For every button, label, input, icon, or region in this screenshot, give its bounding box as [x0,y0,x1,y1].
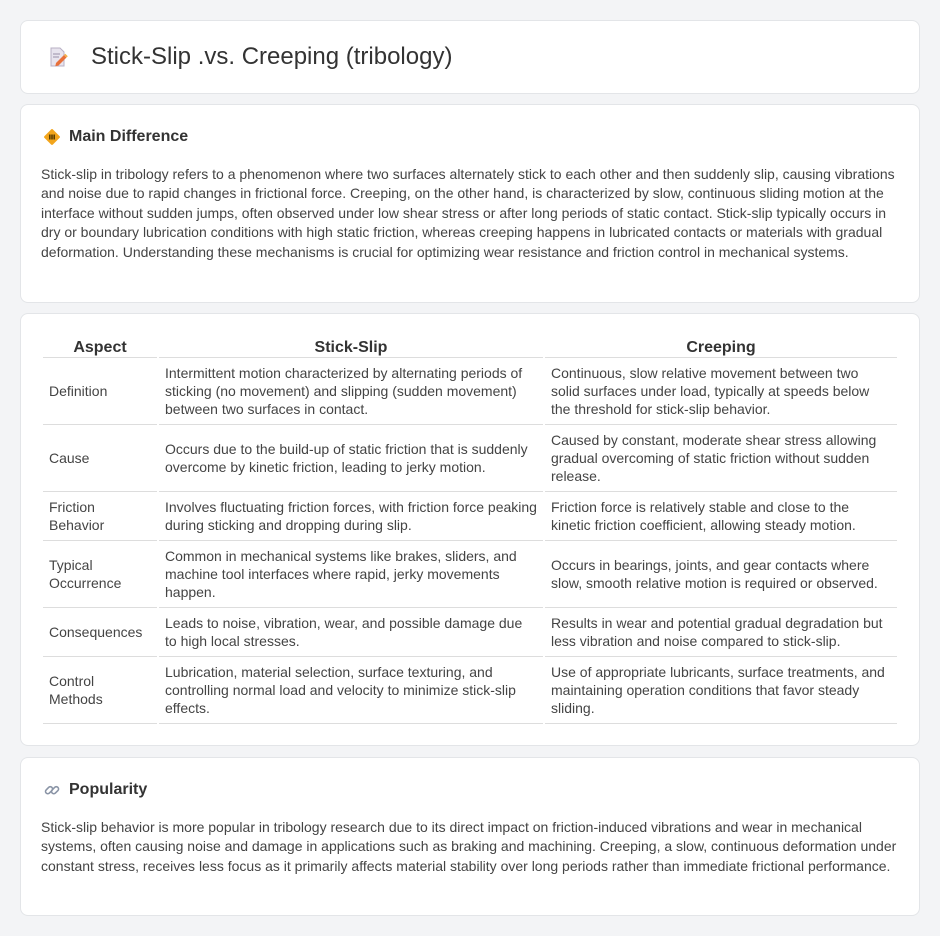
row-stick-slip: Occurs due to the build-up of static friction that is suddenly overcome by kinetic friction, leading to jerky motion. [159,425,543,492]
row-creeping: Results in wear and potential gradual degradation but less vibration and noise compared to stick-slip. [545,608,897,657]
row-stick-slip: Involves fluctuating friction forces, with friction force peaking during sticking and dropping during slip. [159,492,543,541]
row-aspect: Consequences [43,608,157,657]
row-stick-slip: Lubrication, material selection, surface texturing, and controlling normal load and velocity to minimize stick-slip effects. [159,657,543,724]
row-stick-slip: Leads to noise, vibration, wear, and possible damage due to high local stresses. [159,608,543,657]
row-aspect: Definition [43,358,157,425]
document-pencil-icon [47,46,69,68]
popularity-title: Popularity [69,781,148,798]
header-creeping: Creeping [545,334,897,358]
row-stick-slip: Common in mechanical systems like brakes, sliders, and machine tool interfaces where rapid, jerky movements happen. [159,541,543,608]
popularity-card [20,757,920,916]
link-icon [43,781,61,799]
diamond-signal-icon [43,128,61,146]
title-card [20,20,920,94]
popularity-header [43,781,147,799]
main-difference-card [20,104,920,303]
table-row [43,657,897,724]
comparison-card [20,313,920,746]
table-row [43,425,897,492]
main-difference-title: Main Difference [69,128,189,145]
page-title: Stick-Slip .vs. Creeping (tribology) [91,43,453,70]
row-creeping: Friction force is relatively stable and close to the kinetic friction coefficient, allowing steady motion. [545,492,897,541]
row-creeping: Occurs in bearings, joints, and gear contacts where slow, smooth relative motion is required or observed. [545,541,897,608]
row-creeping: Use of appropriate lubricants, surface treatments, and maintaining operation conditions that favor steady sliding. [545,657,897,724]
main-difference-header [43,128,188,146]
popularity-text: Stick-slip behavior is more popular in tribology research due to its direct impact on friction-induced vibrations and wear in mechanical systems, often causing noise and damage in applications such as braking and machining. Creeping, a slow, continuous deformation under constant stress, receives less focus as it primarily affects material stability over long periods rather than immediate frictional performance. [41,819,897,874]
table-row [43,358,897,425]
table-row [43,492,897,541]
row-creeping: Continuous, slow relative movement between two solid surfaces under load, typically at speeds below the threshold for stick-slip behavior. [545,358,897,425]
comparison-table [41,334,899,724]
row-creeping: Caused by constant, moderate shear stress allowing gradual overcoming of static friction without sudden release. [545,425,897,492]
row-aspect: Control Methods [43,657,157,724]
row-aspect: Cause [43,425,157,492]
row-stick-slip: Intermittent motion characterized by alternating periods of sticking (no movement) and slipping (sudden movement) between two surfaces in contact. [159,358,543,425]
table-header-row [43,334,897,358]
header-aspect: Aspect [43,334,157,358]
table-row [43,608,897,657]
row-aspect: Friction Behavior [43,492,157,541]
table-row [43,541,897,608]
main-difference-text: Stick-slip in tribology refers to a phenomenon where two surfaces alternately stick to each other and then suddenly slip, causing vibrations and noise due to rapid changes in frictional force. Creeping, on the other hand, is characterized by slow, continuous sliding motion at the interface without sudden jumps, often observed under low shear stress or after long periods of static contact. Stick-slip typically occurs in dry or boundary lubrication conditions with high static friction, whereas creeping happens in lubricated contacts or materials with gradual deformation. Understanding these mechanisms is crucial for optimizing wear resistance and friction control in mechanical systems. [41,166,895,260]
row-aspect: Typical Occurrence [43,541,157,608]
header-stick-slip: Stick-Slip [159,334,543,358]
